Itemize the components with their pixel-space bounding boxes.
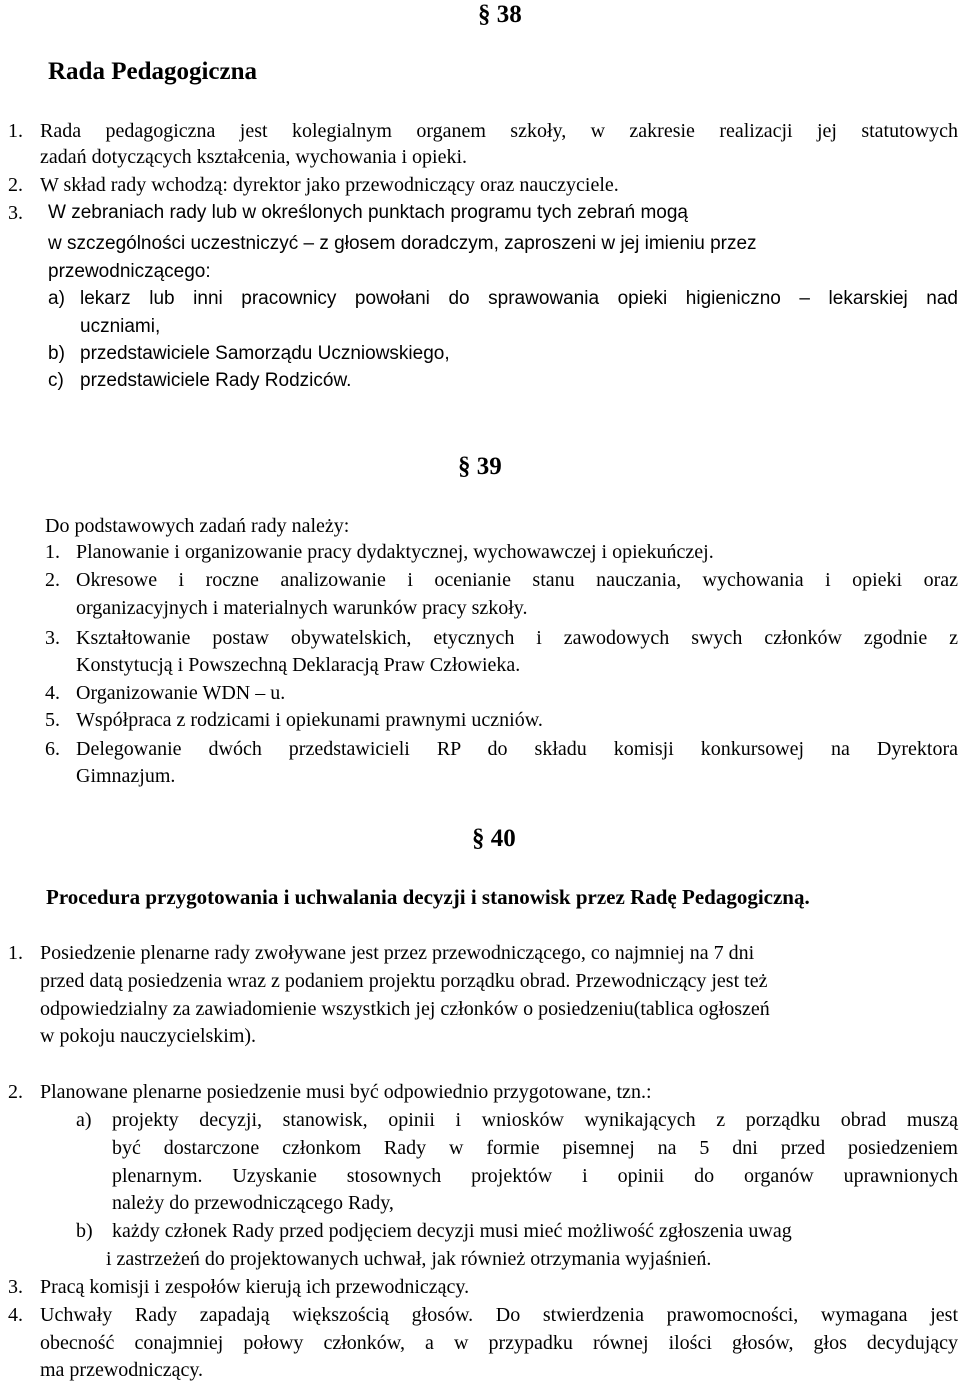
part2-item5-line1: Współpraca z rodzicami i opiekunami prawnymi uczniów. (76, 709, 543, 731)
part1-item1-line1: Rada pedagogiczna jest kolegialnym organem szkoły, w zakresie realizacji jej statutowych (40, 120, 958, 142)
part1-item2-line1: W skład rady wchodzą: dyrektor jako przewodniczący oraz nauczyciele. (40, 174, 619, 196)
section-number-38: § 38 (478, 1, 522, 28)
part1-item3-marker: 3. (8, 202, 23, 224)
part2-intro: Do podstawowych zadań rady należy: (45, 515, 350, 537)
part1-item1-line2: zadań dotyczących kształcenia, wychowania i opieki. (40, 146, 468, 168)
part1-sub-a-line1: lekarz lub inni pracownicy powołani do sprawowania opieki higieniczno – lekarskiej nad (80, 288, 958, 309)
part1-sub-c-line1: przedstawiciele Rady Rodziców. (80, 370, 352, 391)
part3-item1-line3: odpowiedzialny za zawiadomienie wszystkich jej członków o posiedzeniu(tablica ogłoszeń (40, 998, 770, 1020)
part3-title: Procedura przygotowania i uchwalania decyzji i stanowisk przez Radę Pedagogiczną. (46, 885, 810, 909)
part3-item4-marker: 4. (8, 1304, 23, 1326)
part3-item3-line1: Pracą komisji i zespołów kierują ich przewodniczący. (40, 1276, 470, 1298)
part2-item6-line2: Gimnazjum. (76, 765, 176, 787)
part3-item2-line1: Planowane plenarne posiedzenie musi być odpowiednio przygotowane, tzn.: (40, 1081, 652, 1103)
part3-sub-a-line3: plenarnym. Uzyskanie stosownych projektów i opinii do organów uprawnionych (112, 1165, 958, 1187)
part3-sub-b-line1: każdy członek Rady przed podjęciem decyzji musi mieć możliwość zgłoszenia uwag (112, 1220, 792, 1242)
part2-item3-line2: Konstytucją i Powszechną Deklaracją Praw Człowieka. (76, 654, 521, 676)
part3-item1-line2: przed datą posiedzenia wraz z podaniem projektu porządku obrad. Przewodniczący jest też (40, 970, 768, 992)
part2-item5-marker: 5. (45, 709, 60, 731)
part2-item6-line1: Delegowanie dwóch przedstawicieli RP do składu komisji konkursowej na Dyrektora (76, 738, 958, 760)
part3-sub-a-line1: projekty decyzji, stanowisk, opinii i wniosków wynikających z porządku obrad muszą (112, 1109, 958, 1131)
part3-item4-line2: obecność conajmniej połowy członków, a w przypadku równej ilości głosów, głos decydujący (40, 1332, 958, 1354)
part3-sub-a-line4: należy do przewodniczącego Rady, (112, 1192, 394, 1214)
part3-item1-line4: w pokoju nauczycielskim). (40, 1025, 257, 1047)
section-number-40: § 40 (472, 825, 516, 852)
part1-item3-line1: W zebraniach rady lub w określonych punktach programu tych zebrań mogą (48, 202, 688, 223)
part3-item2-marker: 2. (8, 1081, 23, 1103)
part3-sub-b-marker: b) (76, 1220, 93, 1242)
part2-item3-line1: Kształtowanie postaw obywatelskich, etycznych i zawodowych swych członków zgodnie z (76, 627, 958, 649)
part1-item3-line2: w szczególności uczestniczyć – z głosem doradczym, zaproszeni w jej imieniu przez (48, 233, 757, 254)
part2-item2-line1: Okresowe i roczne analizowanie i ocenianie stanu nauczania, wychowania i opieki oraz (76, 569, 958, 591)
part1-item1-marker: 1. (8, 120, 23, 142)
part3-item3-marker: 3. (8, 1276, 23, 1298)
part2-item4-marker: 4. (45, 682, 60, 704)
part2-item1-marker: 1. (45, 541, 60, 563)
part2-item2-marker: 2. (45, 569, 60, 591)
part3-item4-line1: Uchwały Rady zapadają większością głosów. Do stwierdzenia prawomocności, wymagana jest (40, 1304, 958, 1326)
part3-sub-a-marker: a) (76, 1109, 92, 1131)
part3-item4-line3: ma przewodniczący. (40, 1359, 204, 1381)
part3-item1-line1: Posiedzenie plenarne rady zwoływane jest przez przewodniczącego, co najmniej na 7 dni (40, 942, 755, 964)
part1-sub-a-line2: uczniami, (80, 316, 161, 337)
part3-item1-marker: 1. (8, 942, 23, 964)
part2-item3-marker: 3. (45, 627, 60, 649)
part1-item2-marker: 2. (8, 174, 23, 196)
part1-sub-b-line1: przedstawiciele Samorządu Uczniowskiego, (80, 343, 450, 364)
part1-sub-c-marker: c) (48, 370, 64, 391)
section-number-39: § 39 (458, 453, 502, 480)
part2-item6-marker: 6. (45, 738, 60, 760)
part2-item4-line1: Organizowanie WDN – u. (76, 682, 286, 704)
part2-item2-line2: organizacyjnych i materialnych warunków pracy szkoły. (76, 597, 528, 619)
part1-item3-line3: przewodniczącego: (48, 261, 211, 282)
part1-sub-a-marker: a) (48, 288, 65, 309)
part3-sub-b-line2: i zastrzeżeń do projektowanych uchwał, jak również otrzymania wyjaśnień. (106, 1248, 712, 1270)
part3-sub-a-line2: być dostarczone członkom Rady w formie pisemnej na 5 dni przed posiedzeniem (112, 1137, 958, 1159)
part1-sub-b-marker: b) (48, 343, 65, 364)
page-heading: Rada Pedagogiczna (48, 58, 258, 85)
part2-item1-line1: Planowanie i organizowanie pracy dydaktycznej, wychowawczej i opiekuńczej. (76, 541, 714, 563)
